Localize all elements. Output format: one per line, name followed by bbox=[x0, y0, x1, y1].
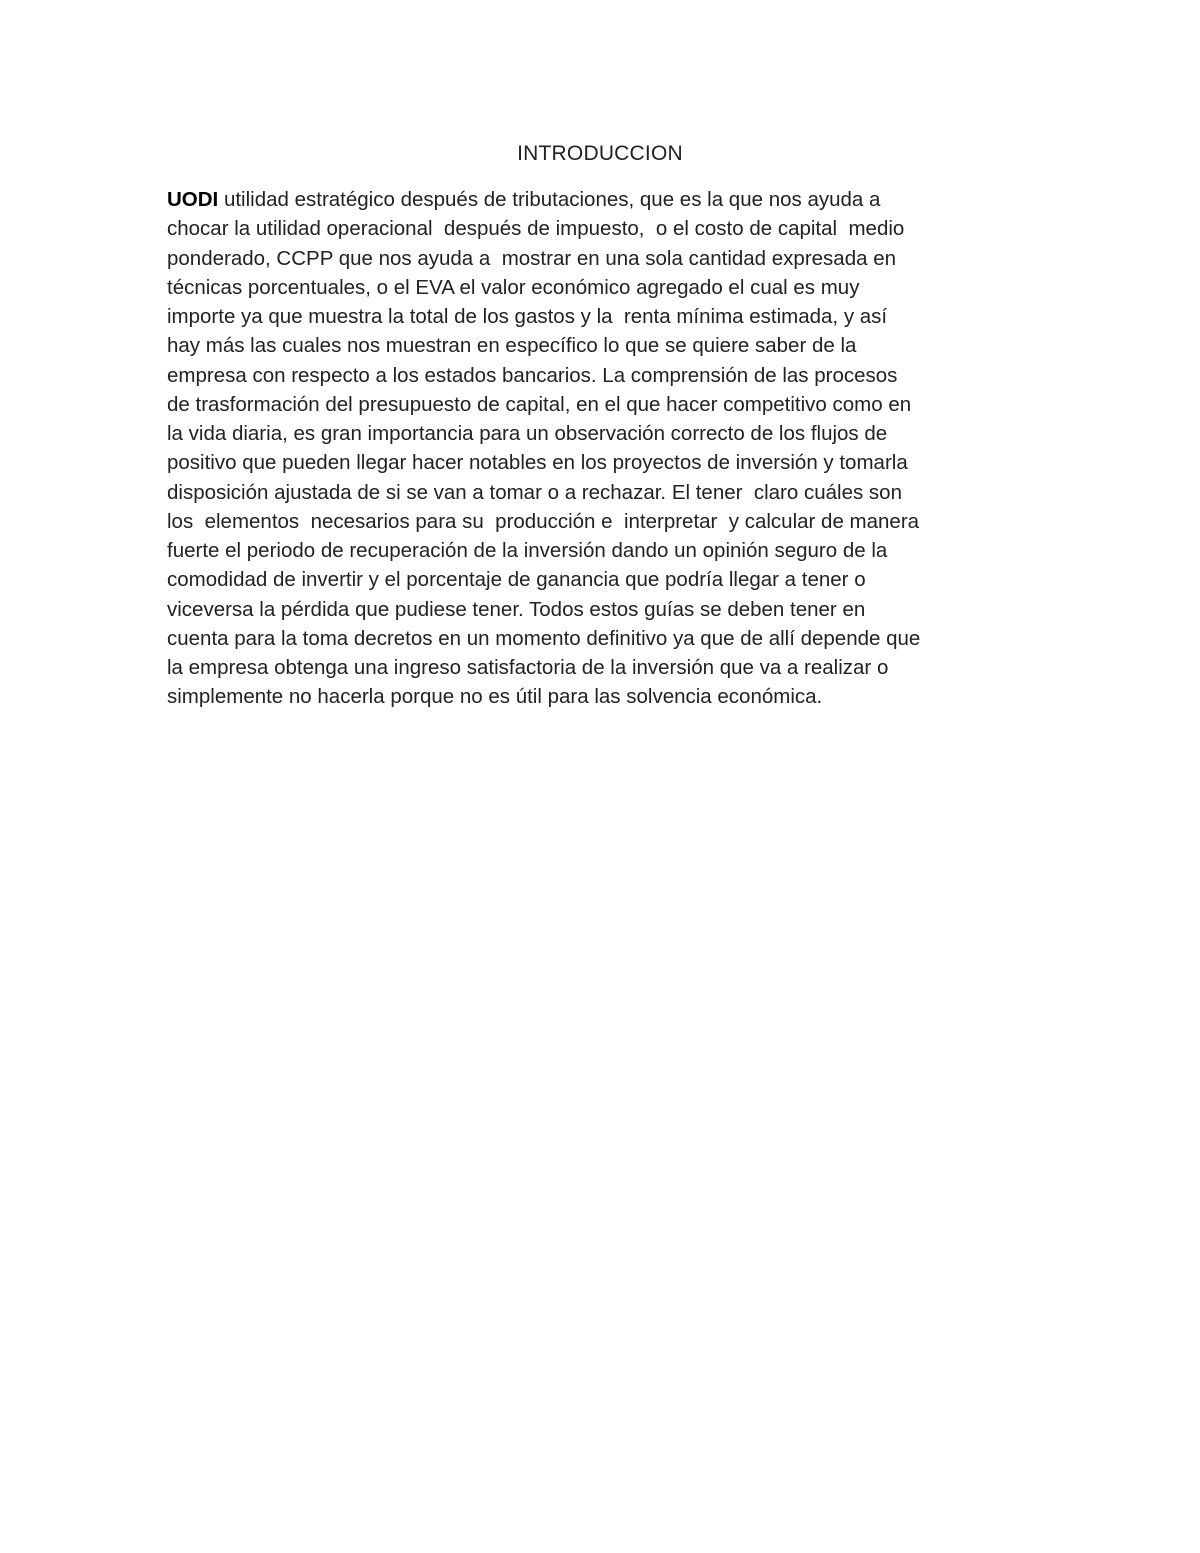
paragraph-line: hay más las cuales nos muestran en específico lo que se quiere saber de la bbox=[167, 334, 857, 358]
paragraph-line: la vida diaria, es gran importancia para un observación correcto de los flujos de bbox=[167, 422, 888, 445]
paragraph-line: chocar la utilidad operacional después de impuesto, o el costo de capital medio bbox=[167, 217, 905, 241]
paragraph-line: viceversa la pérdida que pudiese tener. Todos estos guías se deben tener en bbox=[167, 597, 866, 621]
paragraph-line bbox=[167, 185, 1047, 214]
paragraph-line: técnicas porcentuales, o el EVA el valor económico agregado el cual es muy bbox=[167, 275, 860, 299]
introduction-paragraph bbox=[167, 185, 1047, 712]
page-title: INTRODUCCION bbox=[517, 142, 683, 165]
paragraph-line: positivo que pueden llegar hacer notables en los proyectos de inversión y tomarla bbox=[167, 451, 908, 475]
paragraph-line: fuerte el periodo de recuperación de la inversión dando un opinión seguro de la bbox=[167, 539, 888, 562]
paragraph-line: empresa con respecto a los estados bancarios. La comprensión de las procesos bbox=[167, 363, 898, 387]
paragraph-line: comodidad de invertir y el porcentaje de ganancia que podría llegar a tener o bbox=[167, 568, 866, 592]
paragraph-line: cuenta para la toma decretos en un momento definitivo ya que de allí depende que bbox=[167, 626, 921, 650]
paragraph-line: la empresa obtenga una ingreso satisfactoria de la inversión que va a realizar o bbox=[167, 656, 889, 679]
paragraph-line: importe ya que muestra la total de los gastos y la renta mínima estimada, y así bbox=[167, 305, 888, 328]
paragraph-line: de trasformación del presupuesto de capital, en el que hacer competitivo como en bbox=[167, 392, 912, 416]
paragraph-line: ponderado, CCPP que nos ayuda a mostrar en una sola cantidad expresada en bbox=[167, 246, 897, 270]
paragraph-line: simplemente no hacerla porque no es útil para las solvencia económica. bbox=[167, 685, 823, 709]
paragraph-line: los elementos necesarios para su producción e interpretar y calcular de manera bbox=[167, 509, 920, 533]
paragraph-line-text: utilidad estratégico después de tributaciones, que es la que nos ayuda a bbox=[218, 188, 881, 211]
paragraph-line: disposición ajustada de si se van a tomar o a rechazar. El tener claro cuáles son bbox=[167, 480, 902, 504]
lead-term: UODI bbox=[167, 188, 219, 211]
